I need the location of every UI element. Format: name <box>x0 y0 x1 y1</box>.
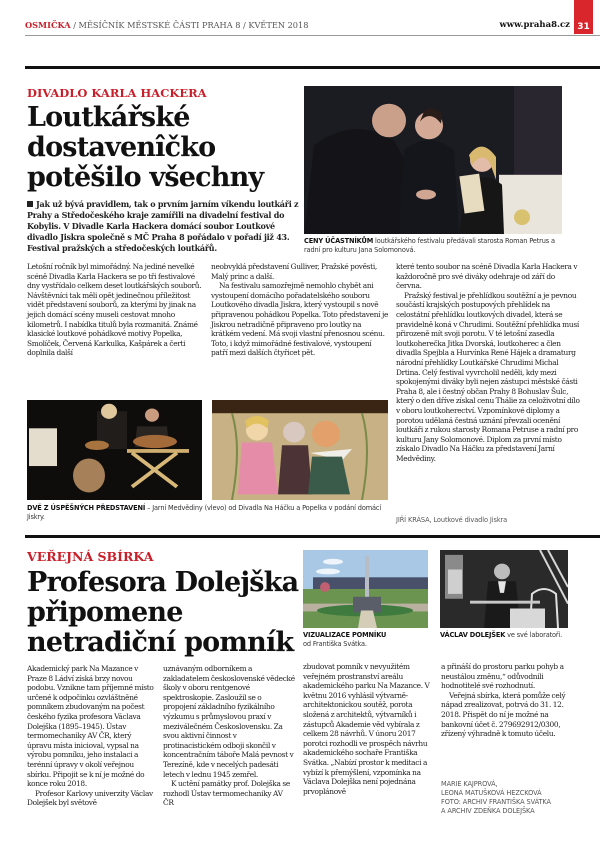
paragraph: Akademický park Na Mazance v Praze 8 Ládví získá brzy novou podobu. Vznikne tam příjemné místo určené k odpočinku ozvláštněné pomníkem zbudovaným na počest českého fyzika profesora Václava Dolejška (1895–1945). Ústav termomechaniky AV ČR, který úpravu místa inicioval, vypsal na výrobu pomníku, jeho instalaci a terénní úpravy v okolí veřejnou sbírku. Připojit se k ní je možné do konce roku 2018. <box>27 664 154 789</box>
byline-line: MARIE KAJPROVÁ, <box>441 780 498 788</box>
article2-kicker: VEŘEJNÁ SBÍRKA <box>27 549 154 564</box>
article2-byline <box>441 780 591 816</box>
headline-line: Profesora Dolejška <box>27 567 299 598</box>
popelka-puppet-photo <box>212 400 388 500</box>
byline-line: A ARCHIV ZDEŇKA DOLEJŠKA <box>441 807 535 815</box>
article2-headline <box>27 568 297 658</box>
paragraph: které tento soubor na scéně Divadla Karla Hackera v každoročně pro své diváky odehraje od září do června. <box>396 262 578 291</box>
paragraph: K uctění památky prof. Dolejška se rozhodl Ústav termomechaniky AV ČR <box>163 779 290 808</box>
paragraph: a přináší do prostoru parku pohyb a neustálou změnu,“ odůvodnili hodnotitelé své rozhodnutí. <box>441 662 564 691</box>
headline-line: dostavenîčko <box>27 132 216 163</box>
performances-photo-caption <box>27 504 388 522</box>
article1-byline: JIŘÍ KRÁSA, Loutkové divadlo Jiskra <box>396 516 508 524</box>
paragraph: zbudovat pomník v nevyužitém veřejném prostranství areálu akademického parku Na Mazance. V květnu 2016 vyhlásil výtvarně-architektonickou soutěž, porota složená z architektů, výtvarníků i zástupců Akademie věd vybírala z celkem 28 návrhů. V únoru 2017 porotci rozhodli ve prospěch návrhu akademického sochaře Františka Svátka. „Nabízí prostor k meditaci a vybízí k přemýšlení, vzpomínka na Václava Dolejška není pojednána prvoplánově <box>303 662 430 796</box>
caption-bold: DVĚ Z ÚSPĚŠNÝCH PŘEDSTAVENÍ <box>27 504 146 512</box>
article1-column-2 <box>211 262 389 358</box>
section-divider <box>25 66 600 69</box>
headline-line: potěšilo všechny <box>27 162 264 193</box>
article1-headline <box>27 103 297 193</box>
paragraph: uznávaným odborníkem a zakladatelem československé vědecké školy v oboru rentgenové spektroskopie. Zasloužil se o propojení základního fyzikálního výzkumu s průmyslovou praxí v meziválečném Československu. Za svou aktivní činnost v protinacistickém odboji skončil v koncentračním táboře Malá pevnost v Terezíně, kde v necelých padesáti letech v lednu 1945 zemřel. <box>163 664 295 779</box>
caption-text: ve své laboratoři. <box>505 631 563 639</box>
monument-photo-caption <box>303 631 433 649</box>
headline-line: připomene <box>27 597 183 628</box>
paragraph: Letošní ročník byl mimořádný. Na jediné nevelké scéně Divadla Karla Hackera se po tři festivalové dny vystřídalo celkem deset loutkářských souborů. Návštěvníci tak měli opět jedinečnou příležitost vidět představení souborů, za kterými by jinak na jejich domácí scény museli cestovat mnoho kilometrů. I nabídka titulů byla rozmanitá. Známé klasické loutkové pohádkové motivy Popelka, Smolíček, Červená Karkulka, Kašpárek a čerti doplnila další <box>27 262 202 358</box>
headline-line: Loutkářské <box>27 102 190 133</box>
paragraph: Veřejná sbírka, která pomůže celý nápad zrealizovat, potrvá do 31. 12. 2018. Přispět do ní je možné na bankovní účet č. 279692912/0300, zřízený výhradně k tomuto účelu. <box>441 690 566 739</box>
article1-kicker: DIVADLO KARLA HACKERA <box>27 86 207 100</box>
award-ceremony-photo <box>304 86 562 234</box>
website-url[interactable]: www.praha8.cz <box>499 20 570 30</box>
header-subtitle: / MĚSÍČNÍK MĚSTSKÉ ČÁSTI PRAHA 8 / KVĚTEN 2018 <box>70 20 309 30</box>
article2-column-4 <box>441 662 581 739</box>
article2-column-2 <box>163 664 295 808</box>
vaclav-dolejsek-lab-photo <box>440 550 568 628</box>
monument-visualization-photo <box>303 550 428 628</box>
lead-text: Jak už bývá pravidlem, tak o prvním jarním víkendu loutkáři z Prahy a Středočeského kraje zamířili na divadelní festival do Kobylis. V Divadle Karla Hackera domácí soubor Loutkové divadlo Jiskra společně s MČ Praha 8 pořádalo v pořadí již 43. Festival pražských a středočeských loutkářů. <box>27 199 299 253</box>
running-header <box>25 20 565 36</box>
article1-column-1 <box>27 262 205 358</box>
page-number: 31 <box>574 0 593 34</box>
article1-column-3 <box>396 262 582 463</box>
article2-column-1 <box>27 664 157 808</box>
magazine-brand: OSMIČKA <box>25 20 71 30</box>
bullet-square-icon <box>27 201 33 207</box>
paragraph: Profesor Karlovy univerzity Václav Dolejšek byl světově <box>27 788 153 808</box>
paragraph: Na festivalu samozřejmě nemohlo chybět ani vystoupení domácího pořadatelského souboru Loutkového divadla Jiskra, který vystoupil s nově připravenou pohádkou Popelka. Toto představení je Jiskrou netradičně připraveno pro loutky na krátkém vedení. Má svoji vlastní přenosnou scénu. Toto, i když mimořádné festivalové, vystoupení patří mezi dalších čtyřicet pět. <box>211 281 389 358</box>
header-divider <box>25 35 600 36</box>
headline-line: netradiční pomník <box>27 627 294 658</box>
paragraph: neobvyklá představení Gulliver, Pražské pověsti, Malý princ a další. <box>211 262 377 281</box>
caption-text: – Jarní Medvědiny (vlevo) od Divadla Na Háčku a Popelka v podání domácí Jiskry. <box>27 504 382 521</box>
dolejsek-photo-caption <box>440 631 575 640</box>
byline-line: LEONA MATUŠKOVÁ HEZCKOVÁ <box>441 789 542 797</box>
award-photo-caption <box>304 237 566 255</box>
caption-text: od Františka Svátka. <box>303 640 367 648</box>
caption-bold: VIZUALIZACE POMNÍKU <box>303 631 387 639</box>
byline-line: FOTO: ARCHIV FRANTIŠKA SVÁTKA <box>441 798 551 806</box>
paragraph: Pražský festival je přehlídkou soutěžní a je pevnou součástí krajských postupových přehlídek na celostátní přehlídku loutkových divadel, která se pravidelně koná v Chrudimi. Soutěžní přehlídka musí přirozeně mít svoji porotu. V té letošní zasedla loutkoherečka Jitka Dvorská, loutkoherec a člen divadla Spejbla a Hurvínka René Hájek a dramaturg národní přehlídky Loutkářské Chrudimi Michal Drtina. Celý festival vyvrcholil neděli, kdy mezi spokojenými diváky byli nejen zástupci městské části Praha 8, ale i čestný občan Prahy 8 Bohuslav Šulc, který o den dříve získal cenu Thálie za celoživotní dílo v oboru loutkoherectví. Vzpomínkové diplomy a porotou udělaná čestná uznání převzali ocenění loutkáři z rukou starosty Romana Petruse a radní pro kulturu Jany Solomonové. Diplom za první místo získalo Divadlo Na Háčku za představení Jarní Medvědiny. <box>396 290 580 463</box>
jarni-medvediny-photo <box>27 400 202 500</box>
caption-text: loutkářského festivalu předávali starosta Roman Petrus a radní pro kulturu Jana Solomonová. <box>304 237 555 254</box>
section-divider <box>25 535 600 538</box>
caption-bold: VÁCLAV DOLEJŠEK <box>440 631 506 639</box>
article2-column-3 <box>303 662 435 796</box>
caption-bold: CENY ÚČASTNÍKŮM <box>304 237 374 245</box>
article1-lead <box>27 199 299 254</box>
